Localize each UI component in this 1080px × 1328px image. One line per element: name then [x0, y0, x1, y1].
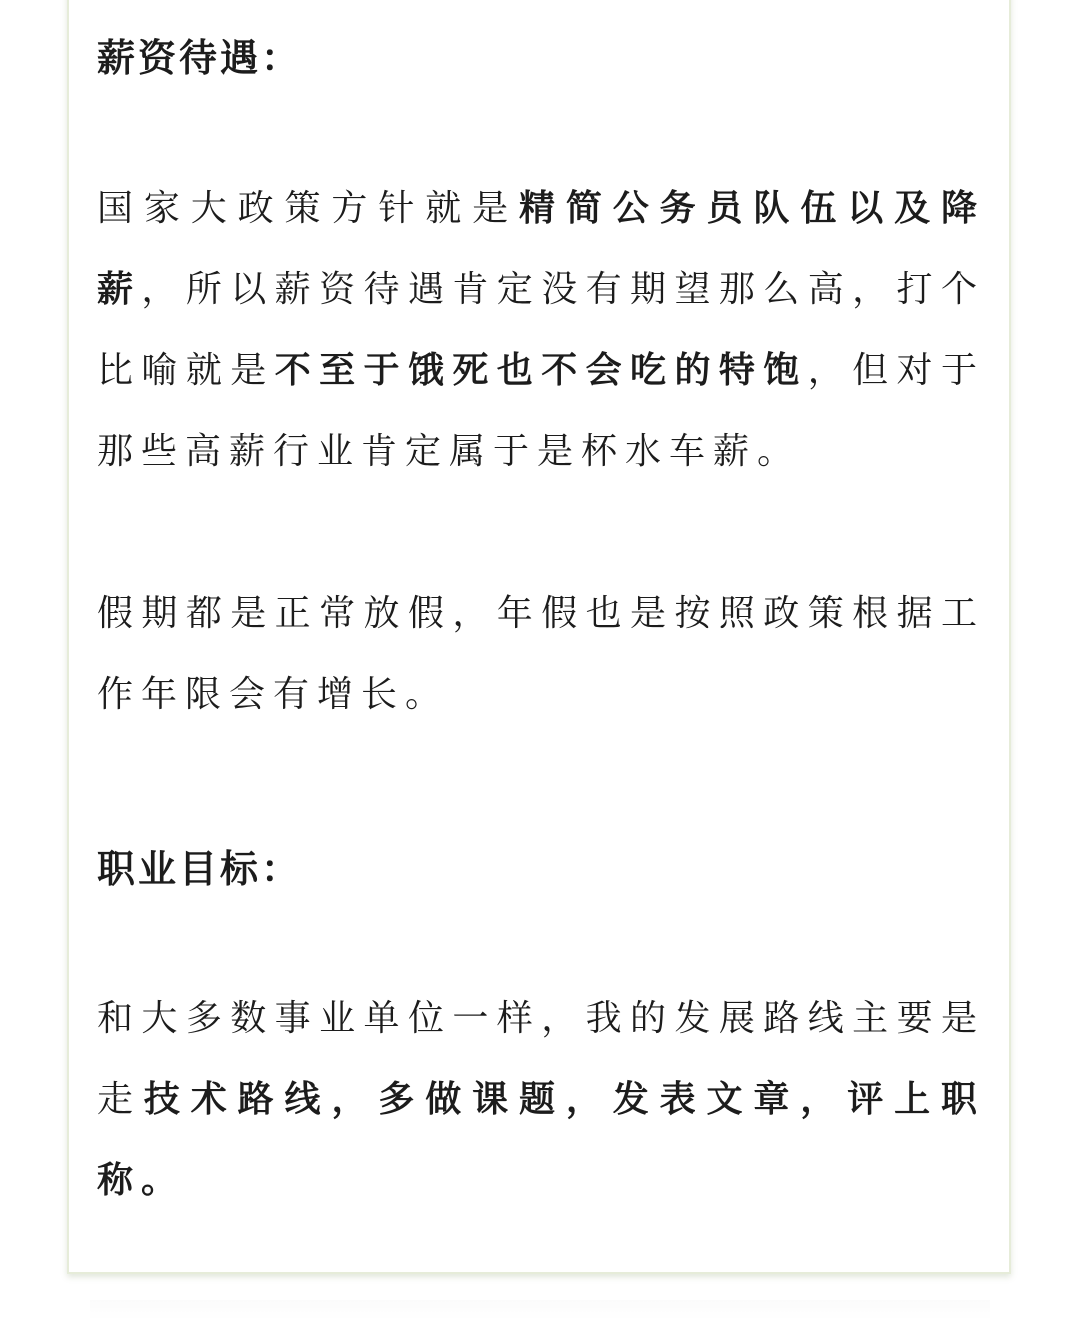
paragraph-career-path — [97, 978, 985, 1221]
text-segment: 和大多数事业单位一样，我的发展路线主要是走 — [97, 998, 985, 1120]
section-heading-salary: 薪资待遇： — [97, 36, 303, 80]
section-heading-career-goal: 职业目标： — [97, 847, 303, 891]
bold-text-segment: 不至于饿死也不会吃的特饱 — [274, 350, 808, 391]
text-segment: 假期都是正常放假，年假也是按照政策根据工作年限会有增长。 — [97, 593, 985, 715]
next-card-fade — [90, 1300, 990, 1320]
paragraph-salary-policy — [97, 168, 985, 492]
text-segment: ，所以薪资待遇肯定没有期望那么高，打个比喻就是 — [97, 269, 985, 391]
paragraph-holidays — [97, 573, 985, 735]
bold-text-segment: 精简公务员队伍以及降薪 — [97, 188, 985, 310]
text-segment: 国家大政策方针就是 — [97, 188, 519, 229]
article-card — [67, 0, 1011, 1274]
text-segment: ，但对于那些高薪行业肯定属于是杯水车薪。 — [97, 350, 985, 472]
bold-text-segment: 技术路线，多做课题，发表文章，评上职称。 — [97, 1079, 985, 1201]
